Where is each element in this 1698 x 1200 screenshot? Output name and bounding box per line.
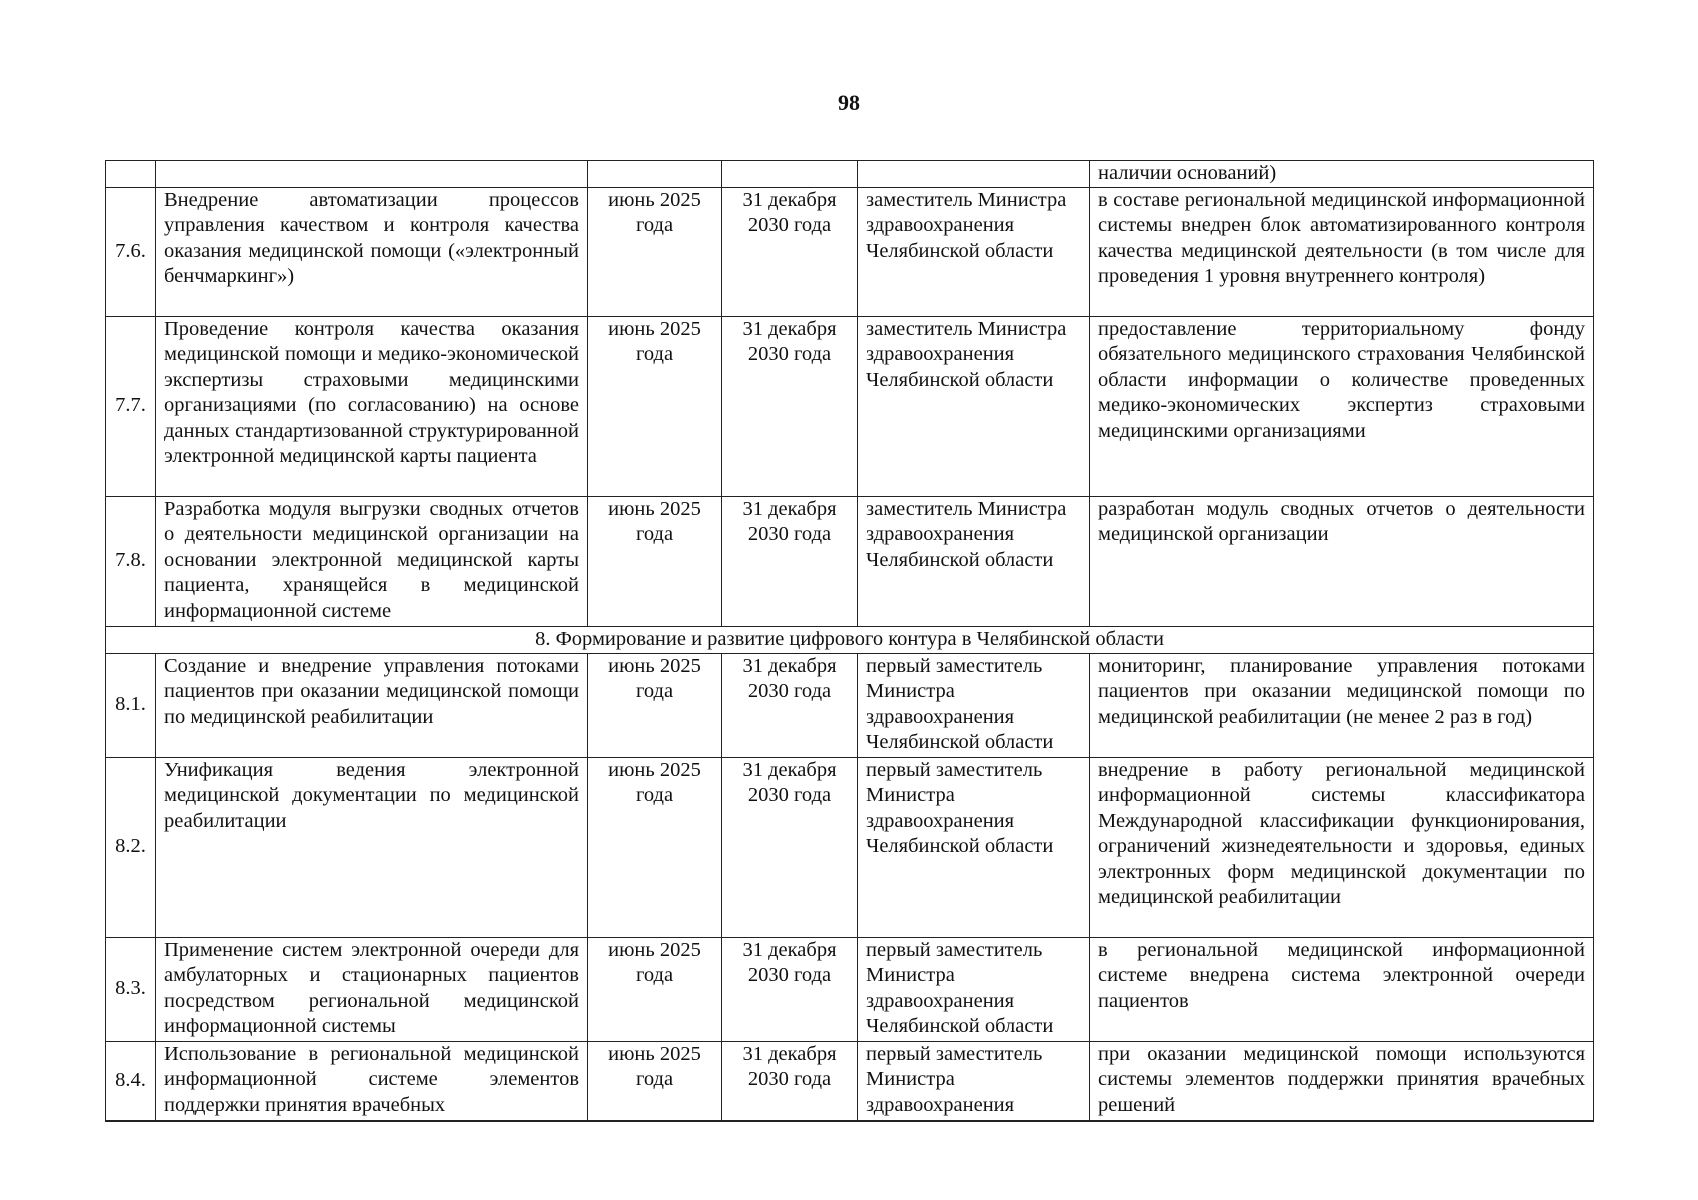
section-title: 8. Формирование и развитие цифрового контура в Челябинской области (106, 626, 1594, 653)
carry-over-row (106, 161, 1594, 188)
responsible: первый заместитель Министра здравоохранения Челябинской области (858, 937, 1090, 1041)
expected-result: предоставление территориальному фонду обязательного медицинского страхования Челябинской области информации о количестве проведенных медико-экономических экспертиз страховыми медицинскими организациями (1090, 316, 1594, 496)
measure-name: Разработка модуля выгрузки сводных отчетов о деятельности медицинской организации на основании электронной медицинской карты пациента, хранящейся в медицинской информационной системе (156, 496, 588, 626)
expected-result: в составе региональной медицинской информационной системы внедрен блок автоматизированного контроля качества медицинской деятельности (в том числе для проведения 1 уровня внутреннего контроля) (1090, 187, 1594, 316)
measure-name: Внедрение автоматизации процессов управления качеством и контроля качества оказания медицинской помощи («электронный бенчмаркинг») (156, 187, 588, 316)
table-row-7-7 (106, 316, 1594, 496)
row-number: 8.4. (106, 1041, 156, 1121)
row-number: 7.7. (106, 316, 156, 496)
measure-name: Проведение контроля качества оказания медицинской помощи и медико-экономической экспертизы страховыми медицинскими организациями (по согласованию) на основе данных стандартизованной структурированной электронной медицинской карты пациента (156, 316, 588, 496)
end-date: 31 декабря 2030 года (722, 757, 858, 937)
num-cell (106, 161, 156, 188)
responsible: заместитель Министра здравоохранения Челябинской области (858, 316, 1090, 496)
page-number: 98 (838, 90, 860, 115)
table-row-8-4 (106, 1041, 1594, 1121)
table-row-7-8 (106, 496, 1594, 626)
result-cell: наличии оснований) (1090, 161, 1594, 188)
name-cell (156, 161, 588, 188)
end-date: 31 декабря 2030 года (722, 1041, 858, 1121)
measure-name: Создание и внедрение управления потоками пациентов при оказании медицинской помощи по медицинской реабилитации (156, 653, 588, 757)
expected-result: разработан модуль сводных отчетов о деятельности медицинской организации (1090, 496, 1594, 626)
start-date: июнь 2025 года (588, 1041, 722, 1121)
expected-result: при оказании медицинской помощи используются системы элементов поддержки принятия врачебных решений (1090, 1041, 1594, 1121)
expected-result: внедрение в работу региональной медицинской информационной системы классификатора Международной классификации функционирования, ограничений жизнедеятельности и здоровья, единых электронных форм медицинской документации по медицинской реабилитации (1090, 757, 1594, 937)
end-date: 31 декабря 2030 года (722, 653, 858, 757)
section-header-row (106, 626, 1594, 653)
table-row-7-6 (106, 187, 1594, 316)
measure-name: Унификация ведения электронной медицинской документации по медицинской реабилитации (156, 757, 588, 937)
responsible: заместитель Министра здравоохранения Челябинской области (858, 187, 1090, 316)
start-cell (588, 161, 722, 188)
row-number: 8.2. (106, 757, 156, 937)
row-number: 7.6. (106, 187, 156, 316)
start-date: июнь 2025 года (588, 937, 722, 1041)
table-row-8-2 (106, 757, 1594, 937)
expected-result: в региональной медицинской информационной системе внедрена система электронной очереди пациентов (1090, 937, 1594, 1041)
start-date: июнь 2025 года (588, 757, 722, 937)
measure-name: Использование в региональной медицинской информационной системе элементов поддержки принятия врачебных (156, 1041, 588, 1121)
measure-name: Применение систем электронной очереди для амбулаторных и стационарных пациентов посредством региональной медицинской информационной системы (156, 937, 588, 1041)
end-date: 31 декабря 2030 года (722, 937, 858, 1041)
start-date: июнь 2025 года (588, 316, 722, 496)
start-date: июнь 2025 года (588, 496, 722, 626)
responsible: первый заместитель Министра здравоохранения Челябинской области (858, 757, 1090, 937)
start-date: июнь 2025 года (588, 187, 722, 316)
row-number: 8.3. (106, 937, 156, 1041)
end-cell (722, 161, 858, 188)
responsible-cell (858, 161, 1090, 188)
start-date: июнь 2025 года (588, 653, 722, 757)
responsible: первый заместитель Министра здравоохранения (858, 1041, 1090, 1121)
table-row-8-3 (106, 937, 1594, 1041)
measures-table (105, 160, 1594, 1122)
end-date: 31 декабря 2030 года (722, 187, 858, 316)
row-number: 8.1. (106, 653, 156, 757)
end-date: 31 декабря 2030 года (722, 496, 858, 626)
end-date: 31 декабря 2030 года (722, 316, 858, 496)
responsible: первый заместитель Министра здравоохранения Челябинской области (858, 653, 1090, 757)
responsible: заместитель Министра здравоохранения Челябинской области (858, 496, 1090, 626)
row-number: 7.8. (106, 496, 156, 626)
table-row-8-1 (106, 653, 1594, 757)
expected-result: мониторинг, планирование управления потоками пациентов при оказании медицинской помощи по медицинской реабилитации (не менее 2 раз в год) (1090, 653, 1594, 757)
